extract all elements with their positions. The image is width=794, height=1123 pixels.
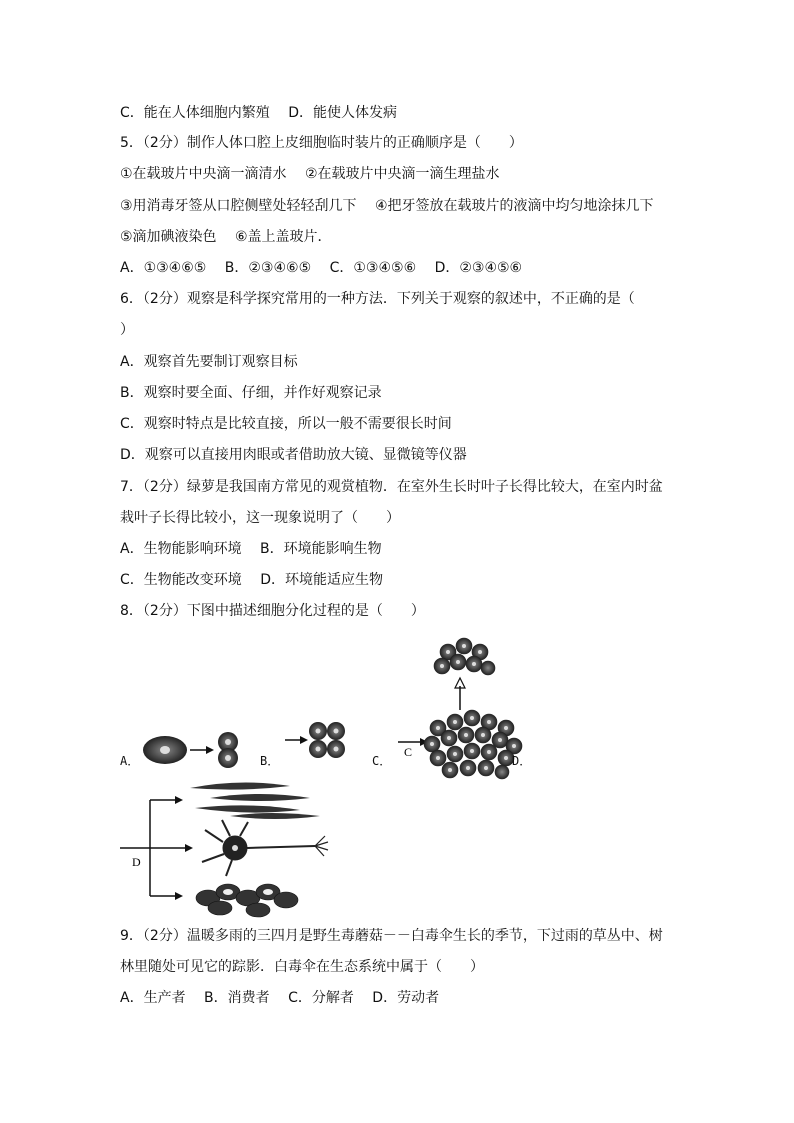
- branch-d-label: D: [132, 855, 141, 869]
- arrow-c-label: C: [404, 745, 413, 759]
- q8-figure: [110, 630, 670, 920]
- q5-step-3-4: ③用消毒牙签从口腔侧壁处轻轻刮几下 ④把牙签放在载玻片的液滴中均匀地涂抹几下: [120, 198, 654, 214]
- q6-stem: 6．（2分）观察是科学探究常用的一种方法．下列关于观察的叙述中，不正确的是（: [120, 291, 635, 307]
- q4-option-cd: C．能在人体细胞内繁殖 D．能使人体发病: [120, 105, 398, 121]
- figure-label-b: B．: [260, 754, 280, 768]
- figure-b-cell-division: [285, 722, 345, 758]
- q7-stem-cont: 栽叶子长得比较小，这一现象说明了（ ）: [120, 510, 400, 526]
- q5-step-5-6: ⑤滴加碘液染色 ⑥盖上盖玻片．: [120, 229, 332, 245]
- figure-label-a: A．: [120, 754, 140, 768]
- q7-option-ab: A．生物能影响环境 B．环境能影响生物: [120, 541, 382, 557]
- q6-stem-cont: ）: [120, 322, 134, 338]
- figure-a-cell-division: [143, 732, 238, 768]
- q9-options: A．生产者 B．消费者 C．分解者 D．劳动者: [120, 990, 440, 1006]
- figure-d-cell-differentiation: [120, 782, 328, 917]
- q5-stem: 5．（2分）制作人体口腔上皮细胞临时装片的正确顺序是（ ）: [120, 135, 523, 151]
- q5-options: A．①③④⑥⑤ B．②③④⑥⑤ C．①③④⑤⑥ D．②③④⑤⑥: [120, 260, 523, 276]
- q6-option-b: B．观察时要全面、仔细，并作好观察记录: [120, 385, 382, 401]
- q6-option-a: A．观察首先要制订观察目标: [120, 354, 298, 370]
- figure-label-c: C．: [372, 754, 392, 768]
- q6-option-d: D．观察可以直接用肉眼或者借助放大镜、显微镜等仪器: [120, 447, 467, 463]
- q7-stem: 7．（2分）绿萝是我国南方常见的观赏植物．在室外生长时叶子长得比较大，在室内时盆: [120, 479, 663, 495]
- q7-option-cd: C．生物能改变环境 D．环境能适应生物: [120, 572, 384, 588]
- q6-option-c: C．观察时特点是比较直接，所以一般不需要很长时间: [120, 416, 452, 432]
- q8-stem: 8．（2分）下图中描述细胞分化过程的是（ ）: [120, 603, 425, 619]
- q5-step-1-2: ①在载玻片中央滴一滴清水 ②在载玻片中央滴一滴生理盐水: [120, 166, 500, 182]
- q9-stem: 9．（2分）温暖多雨的三四月是野生毒蘑菇－－白毒伞生长的季节，下过雨的草丛中、树: [120, 928, 663, 944]
- figure-c-cell-growth: [398, 638, 522, 779]
- q9-stem-cont: 林里随处可见它的踪影．白毒伞在生态系统中属于（ ）: [120, 959, 484, 975]
- figure-label-d: D．: [512, 754, 532, 768]
